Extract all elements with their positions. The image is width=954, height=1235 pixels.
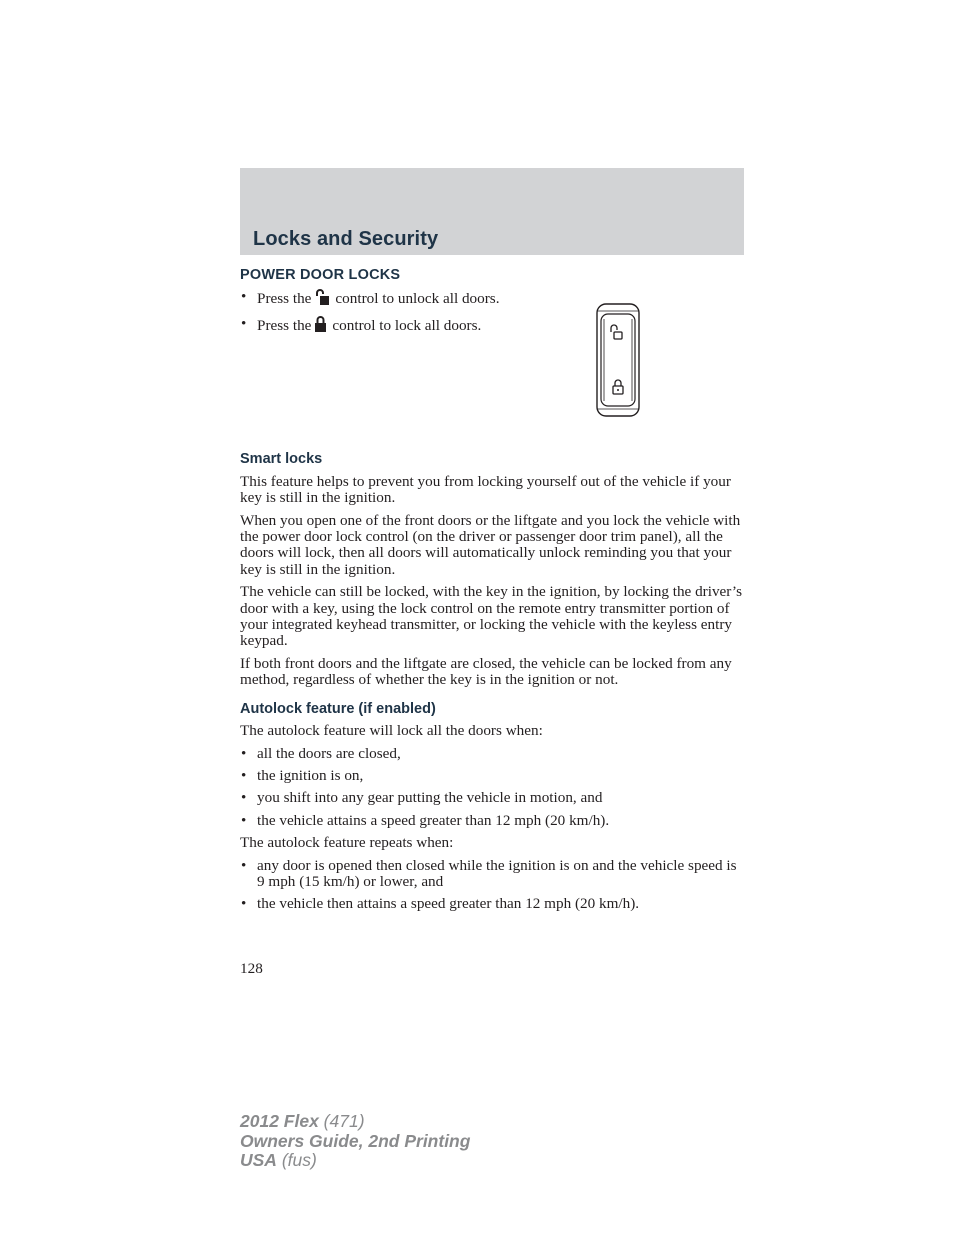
autolock-repeat-intro: The autolock feature repeats when: [240, 834, 454, 852]
switch-lock-icon [613, 380, 623, 394]
list-item: • the vehicle then attains a speed greater than 12 mph (20 km/h). [240, 896, 744, 912]
list-item: • all the doors are closed, [240, 746, 744, 762]
section-header-band [240, 168, 744, 255]
list-item: • the ignition is on, [240, 768, 744, 784]
list-item: • the vehicle attains a speed greater than 12 mph (20 km/h). [240, 813, 744, 829]
list-item: • you shift into any gear putting the vehicle in motion, and [240, 790, 744, 806]
smart-locks-paragraph: When you open one of the front doors or the liftgate and you lock the vehicle with the power door lock control (on the driver or passenger door trim panel), all the doors will lock, then all doors will automatically unlock reminding you that your key is still in the ignition. [240, 511, 741, 578]
autolock-repeat-list [240, 858, 744, 913]
page-number: 128 [240, 960, 263, 977]
page-content [240, 267, 744, 919]
smart-locks-paragraph: If both front doors and the liftgate are closed, the vehicle can be locked from any method, regardless of whether the key is in the ignition or not. [240, 654, 732, 689]
list-item: • any door is opened then closed while the ignition is on and the vehicle speed is 9 mph (15 km/h) or lower, and [240, 858, 744, 891]
unlock-icon [315, 289, 329, 309]
smart-locks-paragraph: This feature helps to prevent you from locking yourself out of the vehicle if your key is still in the ignition. [240, 472, 731, 507]
footer-line-2: Owners Guide, 2nd Printing [240, 1130, 471, 1151]
power-door-locks-block [240, 289, 744, 439]
section-title: Locks and Security [253, 228, 439, 250]
list-item-unlock: • Press the control to unlock all doors. [240, 289, 500, 309]
power-door-locks-heading: POWER DOOR LOCKS [240, 267, 401, 283]
switch-unlock-icon [611, 325, 622, 339]
smart-locks-heading: Smart locks [240, 451, 323, 468]
autolock-conditions-list [240, 746, 744, 830]
smart-locks-paragraph: The vehicle can still be locked, with the key in the ignition, by locking the driver’s door with a key, using the lock control on the remote entry transmitter portion of your integrated keyhead transmitter, or locking the vehicle with the keyless entry keypad. [240, 583, 743, 650]
footer-line-3: USA (fus) [240, 1150, 317, 1170]
autolock-intro: The autolock feature will lock all the doors when: [240, 722, 543, 740]
list-item-lock: • Press the control to lock all doors. [240, 316, 500, 336]
lock-icon [315, 316, 326, 336]
power-door-locks-list [240, 289, 500, 336]
document-footer [240, 1112, 470, 1171]
door-lock-switch-illustration [596, 303, 640, 421]
autolock-heading: Autolock feature (if enabled) [240, 700, 436, 717]
footer-line-1: 2012 Flex (471) [240, 1111, 365, 1131]
